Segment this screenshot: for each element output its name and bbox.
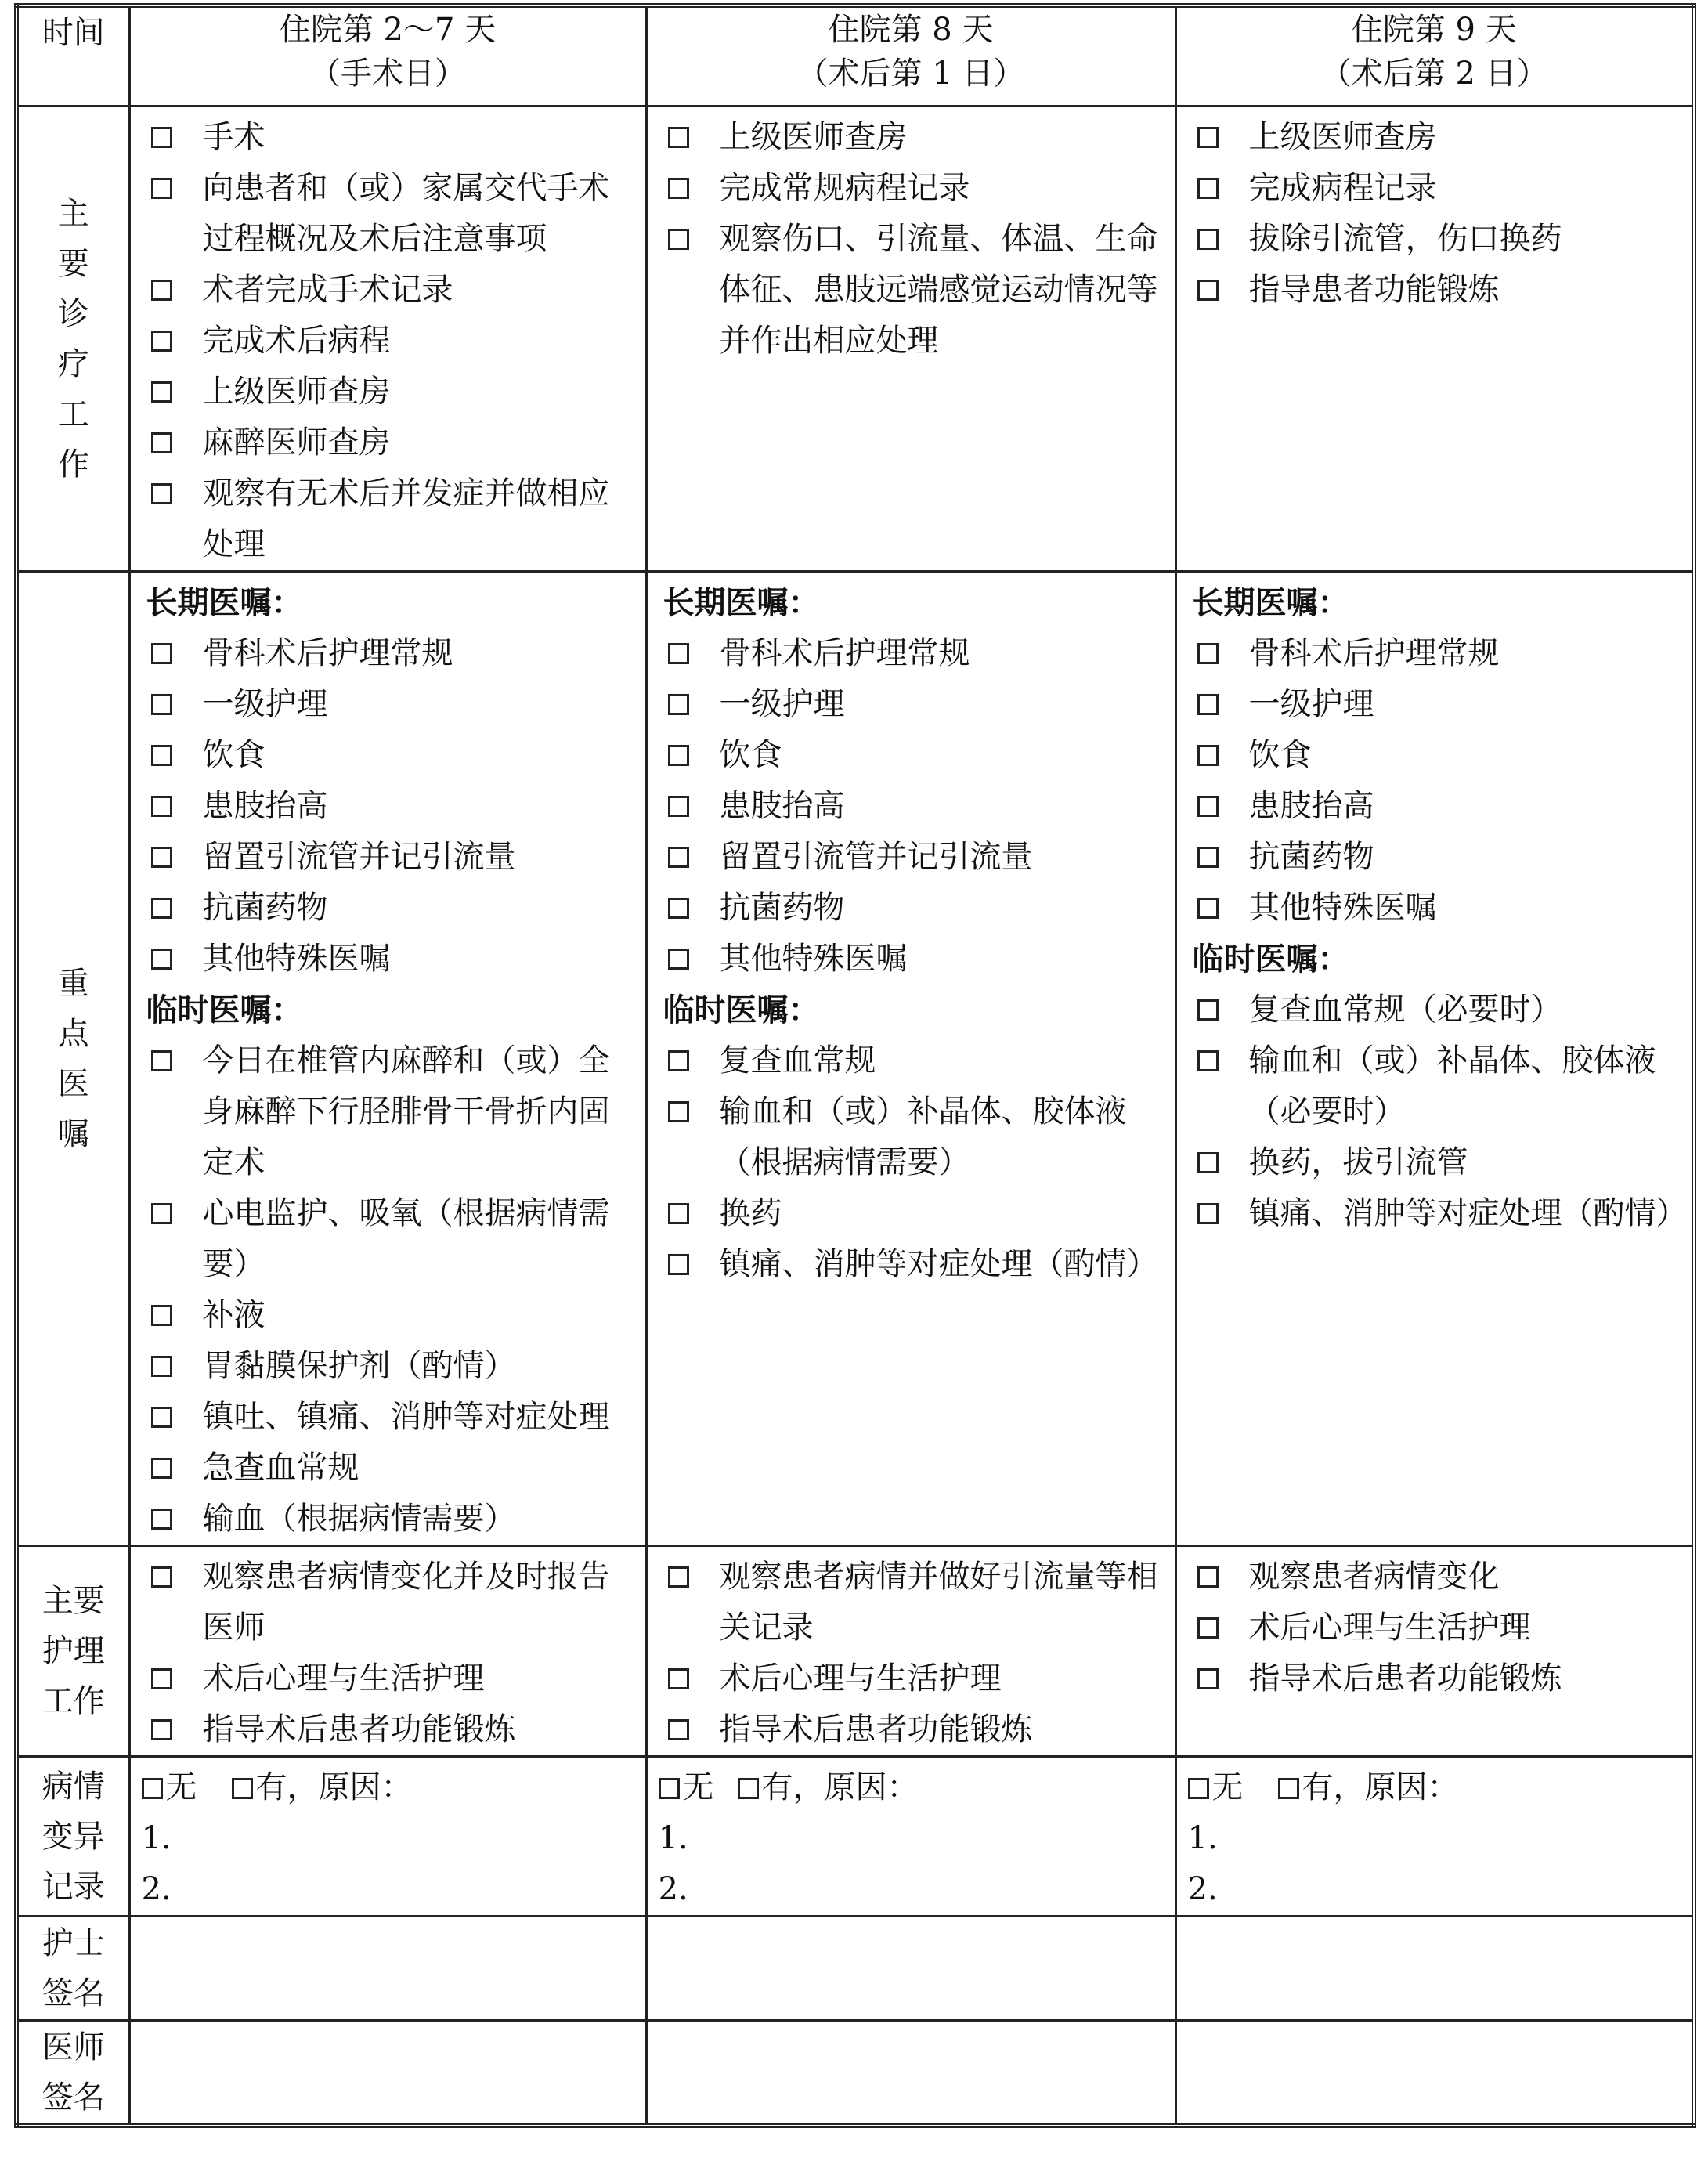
checklist-item-text: 观察伤口、引流量、体温、生命体征、患肢远端感觉运动情况等并作出相应处理 [719, 221, 1158, 359]
variance-cell [129, 1757, 646, 1917]
checkbox[interactable] [151, 847, 172, 868]
checklist-item-text: 其他特殊医嘱 [719, 941, 908, 977]
item-list [146, 628, 637, 985]
nurse-signature-field[interactable] [129, 1917, 646, 2021]
checklist-item-text: 术后心理与生活护理 [202, 1660, 485, 1696]
checklist-item [1193, 1653, 1685, 1704]
checkbox[interactable] [1197, 178, 1219, 199]
item-list [663, 1035, 1167, 1290]
checkbox[interactable] [151, 1203, 172, 1224]
nursing-row [16, 1546, 1694, 1757]
checklist-item [663, 1035, 1167, 1086]
checklist-item-text: 补液 [202, 1297, 265, 1333]
variance-yes-checkbox[interactable] [232, 1778, 253, 1799]
checklist-item-text: 骨科术后护理常规 [202, 635, 453, 671]
label-char: 主 [57, 195, 89, 232]
orders-label [16, 572, 129, 1546]
checkbox[interactable] [151, 432, 172, 453]
day-header [1175, 5, 1694, 107]
checkbox[interactable] [1197, 796, 1219, 817]
day-header [646, 5, 1175, 107]
variance-yes-label: 有，原因： [255, 1769, 413, 1805]
long-term-orders-title: 长期医嘱： [1192, 584, 1349, 621]
checkbox[interactable] [151, 1566, 172, 1588]
checklist-item [146, 1704, 637, 1755]
checkbox[interactable] [1197, 1668, 1219, 1689]
variance-cell [1175, 1757, 1694, 1917]
checkbox[interactable] [668, 1050, 689, 1071]
checklist-item-text: 麻醉医师查房 [202, 425, 391, 461]
checklist-item-text: 完成常规病程记录 [719, 170, 970, 206]
variance-line-1: 1. [658, 1820, 688, 1856]
checkbox[interactable] [151, 331, 172, 352]
variance-yes-checkbox[interactable] [738, 1778, 759, 1799]
checklist-item-text: 一级护理 [202, 686, 328, 722]
day-header-line2: （术后第 1 日） [796, 56, 1025, 92]
checklist-item-text: 镇痛、消肿等对症处理（酌情） [719, 1246, 1158, 1282]
label-char: 疗 [57, 345, 89, 382]
label-char: 要 [57, 245, 89, 282]
checklist-item [663, 1704, 1167, 1755]
day-header-line2: （手术日） [309, 56, 466, 92]
checklist-item-text: 留置引流管并记引流量 [202, 839, 516, 875]
checklist-item [146, 1392, 637, 1443]
label-line: 工作 [42, 1683, 105, 1719]
checklist-item [1193, 1035, 1685, 1137]
checklist-item-text: 抗菌药物 [719, 890, 845, 926]
checkbox[interactable] [1197, 745, 1219, 766]
checkbox[interactable] [668, 898, 689, 919]
day-header [129, 5, 646, 107]
checklist-item [146, 1443, 637, 1494]
main-work-cell [1175, 107, 1694, 572]
label-line: 签名 [42, 2079, 105, 2116]
variance-none-label: 无 [165, 1769, 197, 1805]
checklist-item-text: 观察有无术后并发症并做相应处理 [202, 475, 610, 562]
label-char: 工 [57, 396, 89, 432]
checklist-item [1193, 265, 1685, 316]
checkbox[interactable] [151, 1719, 172, 1740]
variance-none-checkbox[interactable] [1188, 1778, 1209, 1799]
variance-content [1177, 1758, 1692, 1915]
label-line: 签名 [42, 1975, 105, 2011]
label-char: 重 [57, 965, 89, 1002]
checkbox[interactable] [668, 796, 689, 817]
checklist-item [146, 1552, 637, 1653]
checklist-item-text: 胃黏膜保护剂（酌情） [202, 1348, 516, 1384]
item-list [648, 107, 1175, 367]
checklist-item-text: 观察患者病情并做好引流量等相关记录 [719, 1559, 1158, 1646]
checkbox[interactable] [1197, 1152, 1219, 1173]
checklist-item [663, 781, 1167, 832]
checkbox[interactable] [151, 1458, 172, 1479]
checkbox[interactable] [1197, 694, 1219, 715]
checkbox[interactable] [1197, 847, 1219, 868]
checkbox[interactable] [668, 643, 689, 664]
checklist-item [663, 730, 1167, 781]
checkbox[interactable] [151, 1509, 172, 1530]
checkbox[interactable] [668, 1719, 689, 1740]
main-work-cell [646, 107, 1175, 572]
orders-cell [129, 572, 646, 1546]
checklist-item [1193, 1552, 1685, 1603]
variance-options [142, 1762, 637, 1813]
item-list [131, 1547, 645, 1755]
orders-cell [1175, 572, 1694, 1546]
checklist-item [1193, 1603, 1685, 1653]
checklist-item [663, 883, 1167, 934]
checklist-item-text: 饮食 [719, 737, 782, 773]
checklist-item-text: 患肢抬高 [202, 788, 328, 824]
checkbox[interactable] [151, 127, 172, 148]
checkbox[interactable] [668, 1101, 689, 1122]
nurse-signature-field[interactable] [1175, 1917, 1694, 2021]
label-line: 变异 [42, 1818, 105, 1855]
checklist-item [146, 1341, 637, 1392]
checklist-item-text: 抗菌药物 [202, 890, 328, 926]
variance-none-label: 无 [1211, 1769, 1244, 1805]
checklist-item [1193, 781, 1685, 832]
checklist-item [1193, 112, 1685, 163]
label-line: 病情 [42, 1768, 105, 1805]
variance-none-checkbox[interactable] [659, 1778, 680, 1799]
variance-yes-label: 有，原因： [1302, 1769, 1459, 1805]
label-line: 主要 [42, 1583, 105, 1619]
checkbox[interactable] [151, 898, 172, 919]
temporary-orders-title: 临时医嘱： [1192, 941, 1349, 977]
checkbox[interactable] [668, 1566, 689, 1588]
checklist-item-text: 一级护理 [719, 686, 845, 722]
checklist-item [1193, 883, 1685, 934]
checklist-item-text: 骨科术后护理常规 [719, 635, 970, 671]
checklist-item [146, 934, 637, 985]
checklist-item [1193, 832, 1685, 883]
checkbox[interactable] [668, 1203, 689, 1224]
checklist-item-text: 骨科术后护理常规 [1248, 635, 1500, 671]
checkbox[interactable] [151, 178, 172, 199]
checklist-item-text: 指导术后患者功能锻炼 [202, 1711, 516, 1747]
checklist-item-text: 手术 [202, 119, 265, 155]
item-list [648, 1547, 1175, 1755]
item-list [663, 628, 1167, 985]
checklist-item-text: 向患者和（或）家属交代手术过程概况及术后注意事项 [202, 170, 610, 257]
main-work-label [16, 107, 129, 572]
item-list [1177, 107, 1692, 316]
variance-content [648, 1758, 1175, 1915]
nurse-sign-row [16, 1917, 1694, 2021]
checkbox[interactable] [151, 948, 172, 970]
variance-options [1188, 1762, 1685, 1813]
long-term-orders-title: 长期医嘱： [146, 584, 303, 621]
checkbox[interactable] [151, 1407, 172, 1428]
checklist-item [663, 1239, 1167, 1290]
checkbox[interactable] [1197, 1566, 1219, 1588]
checklist-item-text: 镇吐、镇痛、消肿等对症处理 [202, 1399, 610, 1435]
checklist-item-text: 上级医师查房 [1248, 119, 1437, 155]
checklist-item [146, 628, 637, 679]
checklist-item [146, 112, 637, 163]
checkbox[interactable] [668, 745, 689, 766]
variance-row [16, 1757, 1694, 1917]
label-line: 护理 [42, 1633, 105, 1669]
checklist-item [146, 417, 637, 468]
checklist-item [663, 934, 1167, 985]
variance-options [659, 1762, 1167, 1813]
item-list [131, 107, 645, 570]
doctor-signature-field[interactable] [1175, 2021, 1694, 2126]
checklist-item [663, 832, 1167, 883]
variance-cell [646, 1757, 1175, 1917]
item-list [1193, 985, 1688, 1239]
checklist-item-text: 换药 [719, 1195, 782, 1231]
checkbox[interactable] [151, 280, 172, 301]
checklist-item-text: 其他特殊医嘱 [202, 941, 391, 977]
orders-cell-content [1177, 573, 1692, 1239]
nursing-cell [129, 1546, 646, 1757]
variance-none-label: 无 [682, 1769, 714, 1805]
checklist-item [663, 628, 1167, 679]
orders-cell [646, 572, 1175, 1546]
checklist-item-text: 上级医师查房 [719, 119, 908, 155]
checklist-item-text: 镇痛、消肿等对症处理（酌情） [1248, 1195, 1688, 1231]
checklist-item-text: 换药，拔引流管 [1248, 1144, 1468, 1180]
checklist-item [146, 1494, 637, 1545]
checklist-item [1193, 628, 1685, 679]
checkbox[interactable] [1197, 999, 1219, 1021]
doctor-signature-field[interactable] [646, 2021, 1175, 2126]
checklist-item [146, 265, 637, 316]
clinical-pathway-table [14, 3, 1696, 2128]
checklist-item-text: 拔除引流管，伤口换药 [1248, 221, 1562, 257]
checklist-item [146, 163, 637, 265]
temporary-orders-title: 临时医嘱： [663, 992, 820, 1028]
label-char: 诊 [57, 295, 89, 332]
checkbox[interactable] [151, 694, 172, 715]
variance-line-1: 1. [141, 1820, 172, 1856]
orders-row [16, 572, 1694, 1546]
checklist-item [663, 679, 1167, 730]
checklist-item-text: 观察患者病情变化并及时报告医师 [202, 1559, 610, 1646]
checklist-item [1193, 1137, 1685, 1188]
checklist-item [1193, 679, 1685, 730]
checklist-item-text: 急查血常规 [202, 1450, 359, 1486]
variance-none-checkbox[interactable] [142, 1778, 163, 1799]
checklist-item-text: 患肢抬高 [719, 788, 845, 824]
checkbox[interactable] [151, 483, 172, 504]
checkbox[interactable] [151, 1356, 172, 1377]
checkbox[interactable] [151, 796, 172, 817]
checkbox[interactable] [668, 847, 689, 868]
checklist-item-text: 留置引流管并记引流量 [719, 839, 1033, 875]
checklist-item [146, 1290, 637, 1341]
checkbox[interactable] [668, 178, 689, 199]
label-line: 记录 [42, 1868, 105, 1905]
variance-label [16, 1757, 129, 1917]
checklist-item-text: 输血（根据病情需要） [202, 1501, 516, 1537]
time-header: 时间 [16, 5, 129, 107]
checklist-item [146, 679, 637, 730]
checklist-item-text: 完成病程记录 [1248, 170, 1437, 206]
checklist-item [146, 832, 637, 883]
clinical-pathway-document [14, 3, 1692, 2116]
orders-cell-content [131, 573, 645, 1545]
checkbox[interactable] [668, 948, 689, 970]
checkbox[interactable] [668, 1668, 689, 1689]
checklist-item-text: 患肢抬高 [1248, 788, 1374, 824]
checklist-item-text: 心电监护、吸氧（根据病情需要） [202, 1195, 610, 1282]
checklist-item [663, 163, 1167, 214]
checklist-item [663, 1653, 1167, 1704]
checklist-item-text: 输血和（或）补晶体、胶体液（根据病情需要） [719, 1093, 1127, 1180]
label-line: 护士 [42, 1925, 105, 1961]
checklist-item [146, 1035, 637, 1188]
checkbox[interactable] [1197, 229, 1219, 250]
checkbox[interactable] [1197, 1617, 1219, 1639]
checkbox[interactable] [668, 694, 689, 715]
checkbox[interactable] [1197, 280, 1219, 301]
doctor-sign-row [16, 2021, 1694, 2126]
checklist-item [146, 316, 637, 367]
checklist-item [146, 1653, 637, 1704]
label-char: 医 [57, 1065, 89, 1102]
checkbox[interactable] [151, 1668, 172, 1689]
checklist-item [1193, 214, 1685, 265]
doctor-signature-field[interactable] [129, 2021, 646, 2126]
checkbox[interactable] [151, 745, 172, 766]
temporary-orders-title: 临时医嘱： [146, 992, 303, 1028]
checklist-item-text: 一级护理 [1248, 686, 1374, 722]
checklist-item [146, 1188, 637, 1290]
variance-content [131, 1758, 645, 1915]
nurse-sign-label [16, 1917, 129, 2021]
checkbox[interactable] [668, 229, 689, 250]
checklist-item-text: 术后心理与生活护理 [719, 1660, 1002, 1696]
day-header-line1: 住院第 9 天 [1351, 12, 1517, 48]
checkbox[interactable] [1197, 1203, 1219, 1224]
nursing-cell [1175, 1546, 1694, 1757]
checklist-item-text: 指导患者功能锻炼 [1248, 272, 1500, 308]
label-line: 医师 [42, 2029, 105, 2065]
checklist-item-text: 饮食 [202, 737, 265, 773]
label-char: 嘱 [57, 1115, 89, 1152]
checklist-item-text: 复查血常规（必要时） [1248, 992, 1562, 1028]
main-work-row [16, 107, 1694, 572]
header-row [16, 5, 1694, 107]
checklist-item [146, 730, 637, 781]
item-list [1193, 628, 1685, 934]
variance-line-2: 2. [1187, 1871, 1218, 1907]
checklist-item-text: 其他特殊医嘱 [1248, 890, 1437, 926]
checklist-item-text: 术者完成手术记录 [202, 272, 453, 308]
main-work-cell [129, 107, 646, 572]
checkbox[interactable] [1197, 898, 1219, 919]
checklist-item [663, 1086, 1167, 1188]
checklist-item-text: 术后心理与生活护理 [1248, 1610, 1531, 1646]
label-char: 点 [57, 1015, 89, 1052]
checklist-item [663, 1188, 1167, 1239]
checkbox[interactable] [668, 1254, 689, 1275]
checklist-item [146, 367, 637, 417]
checkbox[interactable] [151, 643, 172, 664]
checkbox[interactable] [151, 1305, 172, 1326]
checklist-item-text: 指导术后患者功能锻炼 [1248, 1660, 1562, 1696]
checklist-item [146, 781, 637, 832]
item-list [146, 1035, 637, 1545]
checklist-item [1193, 985, 1685, 1035]
checklist-item-text: 复查血常规 [719, 1042, 876, 1079]
checkbox[interactable] [151, 381, 172, 403]
day-header-line1: 住院第 2～7 天 [279, 12, 497, 48]
checklist-item-text: 输血和（或）补晶体、胶体液（必要时） [1248, 1042, 1656, 1129]
variance-line-2: 2. [658, 1871, 688, 1907]
nursing-cell [646, 1546, 1175, 1757]
day-header-line1: 住院第 8 天 [828, 12, 994, 48]
checklist-item [146, 883, 637, 934]
checkbox[interactable] [668, 127, 689, 148]
variance-yes-label: 有，原因： [761, 1769, 919, 1805]
orders-cell-content [648, 573, 1175, 1290]
checklist-item-text: 上级医师查房 [202, 374, 391, 410]
checklist-item [663, 112, 1167, 163]
checklist-item [663, 1552, 1167, 1653]
checklist-item [1193, 1188, 1688, 1239]
checklist-item [1193, 730, 1685, 781]
item-list [1177, 1547, 1692, 1704]
nursing-label [16, 1546, 129, 1757]
checklist-item [663, 214, 1167, 367]
checkbox[interactable] [1197, 643, 1219, 664]
checklist-item-text: 指导术后患者功能锻炼 [719, 1711, 1033, 1747]
checkbox[interactable] [1197, 1050, 1219, 1071]
checklist-item-text: 饮食 [1248, 737, 1312, 773]
variance-yes-checkbox[interactable] [1278, 1778, 1299, 1799]
checkbox[interactable] [1197, 127, 1219, 148]
label-char: 作 [57, 446, 89, 482]
variance-line-2: 2. [141, 1871, 172, 1907]
checklist-item [146, 468, 637, 570]
nurse-signature-field[interactable] [646, 1917, 1175, 2021]
checklist-item-text: 完成术后病程 [202, 323, 391, 359]
checklist-item-text: 今日在椎管内麻醉和（或）全身麻醉下行胫腓骨干骨折内固定术 [202, 1042, 610, 1180]
day-header-line2: （术后第 2 日） [1320, 56, 1548, 92]
long-term-orders-title: 长期医嘱： [663, 584, 820, 621]
checklist-item-text: 观察患者病情变化 [1248, 1559, 1500, 1595]
checkbox[interactable] [151, 1050, 172, 1071]
doctor-sign-label [16, 2021, 129, 2126]
variance-line-1: 1. [1187, 1820, 1218, 1856]
checklist-item [1193, 163, 1685, 214]
checklist-item-text: 抗菌药物 [1248, 839, 1374, 875]
